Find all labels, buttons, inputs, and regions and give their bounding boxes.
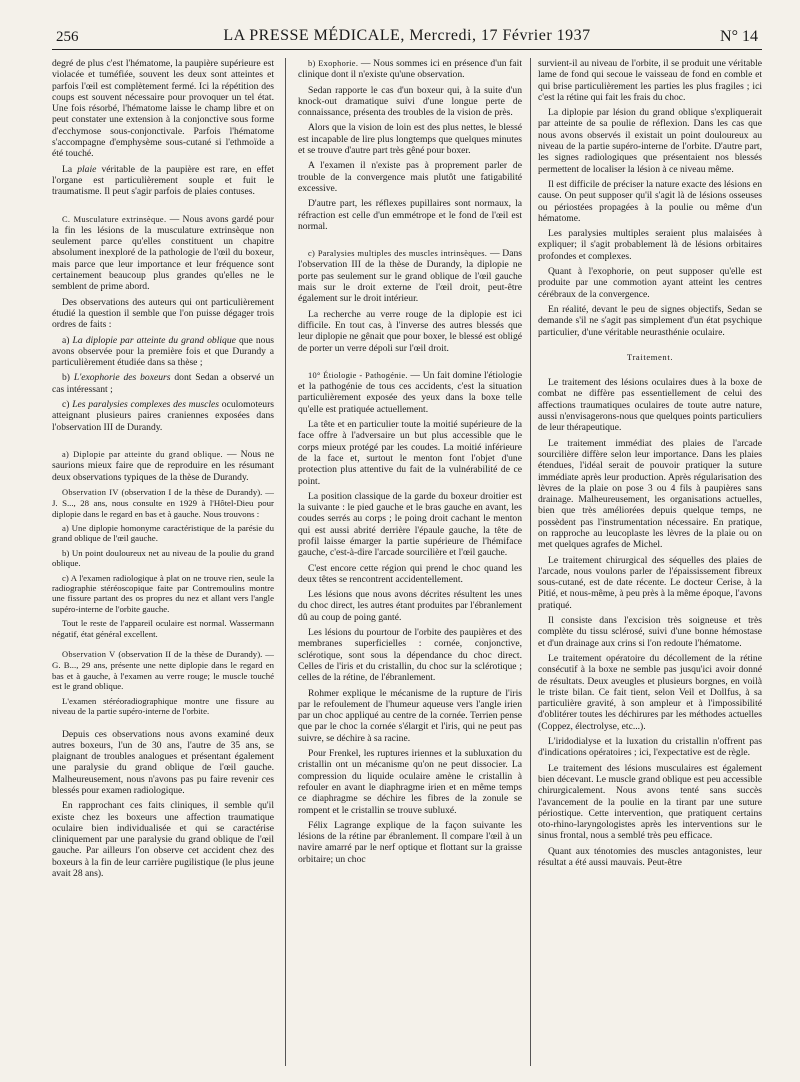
paragraph: Le traitement immédiat des plaies de l'arcade sourcilière diffère selon leur importance. Dans les plaies étendues, l'idéal serait de pouvoir pratiquer la suture immédiate après leur production. Après régularisation des lèvres de la plaie on pose 3 ou 4 fils à paupières sans drainage. Malheureusement, les organisations actuelles, bien que très améliorées depuis quelque temps, ne possèdent pas l'instrumentation nécessaire. En pratique, on rapproche au leucoplaste les lèvres de la plaie ou on met quelques agrafes de Michel. bbox=[538, 437, 762, 551]
section-heading: 10° Étiologie - Pathogénie. bbox=[308, 370, 408, 380]
paragraph: Félix Lagrange explique de la façon suivante les lésions de la rétine par ébranlement. Il compare l'œil à un navire amarré par le nerf optique et flottant sur la graisse orbitaire; un choc bbox=[298, 819, 522, 865]
paragraph: Alors que la vision de loin est des plus nettes, le blessé est incapable de lire plus longtemps que quelques minutes et se trouve d'autre part très gêné pour boxer. bbox=[298, 122, 522, 157]
section-heading: c) Paralysies multiples des muscles intrinsèques. bbox=[308, 249, 488, 259]
paragraph: L'iridodialyse et la luxation du cristallin n'offrent pas d'indications opératoires ; ici, l'expectative est de règle. bbox=[538, 736, 762, 759]
column-1 bbox=[52, 58, 274, 1068]
paragraph: La tête et en particulier toute la moitié supérieure de la face offre à l'adversaire un but plus accessible que le corps mieux protégé par les coudes. La moitié inférieure de la face et, surtout le menton font l'objet d'une protection plus attentive du fait de la vulnérabilité de ce point. bbox=[298, 419, 522, 487]
paragraph: Quant aux ténotomies des muscles antagonistes, leur résultat a été aussi mauvais. Peut-être bbox=[538, 845, 762, 868]
section-heading: a) Diplopie par atteinte du grand oblique. bbox=[62, 449, 223, 459]
paragraph: Il consiste dans l'excision très soigneuse et très complète du tissu sclérosé, suivi d'une bonne hémostase et d'un drainage aux crins si l'on redoute l'hématome. bbox=[538, 615, 762, 649]
paragraph: Le traitement des lésions oculaires dues à la boxe de combat ne diffère pas essentiellement de celui des affections traumatiques oculaires de toute autre nature, aussi n'envisagerons-nous que quelques points particuliers de leur thérapeutique. bbox=[538, 377, 762, 434]
paragraph: En rapprochant ces faits cliniques, il semble qu'il existe chez les boxeurs une affection traumatique oculaire bien individualisée et qui se caractérise cliniquement par une paralysie du grand oblique de l'œil gauche. Par ailleurs l'on observe cet accident chez des boxeurs à la fin de leur carrière pugilistique (le plus jeune avait 28 ans). bbox=[52, 800, 274, 880]
observation: Observation V (observation II de la thèse de Durandy). — G. B..., 29 ans, présente une nette diplopie dans le regard en bas et à gauche, à l'examen au verre rouge; le muscle touché est le grand oblique. bbox=[52, 649, 274, 692]
paragraph: Le traitement des lésions musculaires est également bien décevant. Le muscle grand oblique est peu accessible chirurgicalement. Nous avons tenté sans succès l'avancement de la poulie en la tirant par une suture périostique. Cette intervention, que pratiquent certains oto-rhino-laryngologistes après les interventions sur le sinus frontal, nous a semblé très peu efficace. bbox=[538, 762, 762, 842]
section-title: Traitement. bbox=[626, 351, 674, 362]
paragraph: c) A l'examen radiologique à plat on ne trouve rien, seule la radiographie stéréoscopique faite par Contremoulins montre une fissure partant des os propres du nez et allant vers l'angle supéro-interne de l'orbite gauche. bbox=[52, 572, 274, 614]
column-3 bbox=[538, 58, 762, 1068]
list-item: a) La diplopie par atteinte du grand oblique que nous avons observée pour la première fois et que Durandy a particulièrement étudiée dans sa thèse ; bbox=[52, 334, 274, 369]
section-paragraph: C. Musculature extrinsèque. — Nous avons gardé pour la fin les lésions de la musculature extrinsèque non seulement parce qu'elles constituent un chapitre absolument inexploré de la pathologie de l'œil du boxeur, mais parce que leur importance et leur fréquence sont certainement beaucoup plus grandes qu'elles ne le semblent de prime abord. bbox=[52, 213, 274, 293]
section-paragraph: 10° Étiologie - Pathogénie. — Un fait domine l'étiologie et la pathogénie de tous ces accidents, c'est la situation particulièrement exposée des yeux dans la boxe telle qu'elle est pratiquée actuellement. bbox=[298, 369, 522, 415]
paragraph: L'examen stéréoradiographique montre une fissure au niveau de la partie supéro-interne de l'orbite. bbox=[52, 695, 274, 717]
paragraph: survient-il au niveau de l'orbite, il se produit une véritable lame de fond qui secoue le vaisseau de fond en comble et qui brise particulièrement les parties les plus fragiles ; ici c'est la rétine qui fait les frais du choc. bbox=[538, 58, 762, 103]
paragraph: La plaie véritable de la paupière est rare, en effet l'organe est particulièrement souple et fuit le traumatisme. Il peut s'agir parfois de plaies contuses. bbox=[52, 163, 274, 198]
column-2 bbox=[298, 58, 522, 1068]
section-heading: C. Musculature extrinsèque. bbox=[62, 214, 167, 224]
column-divider bbox=[285, 58, 286, 1066]
paragraph: Depuis ces observations nous avons examiné deux autres boxeurs, l'un de 30 ans, l'autre de 35 ans, se plaignant de troubles analogues et présentant également une paralysie du grand oblique de l'œil gauche. Malheureusement, nous n'avons pas pu faire revenir ces blessés pour examen radiologique. bbox=[52, 728, 274, 796]
column-divider bbox=[530, 58, 531, 1066]
section-paragraph: b) Exophorie. — Nous sommes ici en présence d'un fait clinique dont il n'existe qu'une observation. bbox=[298, 58, 522, 81]
paragraph: A l'examen il n'existe pas à proprement parler de trouble de la convergence mais plutôt une fatigabilité excessive. bbox=[298, 160, 522, 194]
observation-heading: Observation V bbox=[62, 650, 116, 660]
paragraph: La recherche au verre rouge de la diplopie est ici difficile. En tout cas, à l'inverse des autres blessés que leur diplopie ne gênait que pour boxer, le blessé est obligé de porter un verre dépoli sur l'œil droit. bbox=[298, 308, 522, 354]
list-item: b) L'exophorie des boxeurs dont Sedan a observé un cas intéressant ; bbox=[52, 372, 274, 395]
paragraph: degré de plus c'est l'hématome, la paupière supérieure est violacée et tuméfiée, souvent les deux sont atteintes et parfois l'œil est complètement fermé. Ici la répétition des coups est souvent nécessaire pour provoquer un tel état. Une fois résorbé, l'hématome laisse le champ libre et on peut constater une extension à la conjonctive sous forme d'ecchymose sous-conjonctivale. Parfois l'hématome s'accompagne d'emphysème sous-cutané si l'ethmoïde a été touché. bbox=[52, 58, 274, 160]
list-item: c) Les paralysies complexes des muscles oculomoteurs atteignant plusieurs paires craniennes exposées dans l'observation III de Durandy. bbox=[52, 399, 274, 433]
paragraph: Sedan rapporte le cas d'un boxeur qui, à la suite d'un knock-out dramatique suivi d'une longue perte de connaissance, présenta des troubles de la vision de près. bbox=[298, 84, 522, 119]
paragraph: Le traitement chirurgical des séquelles des plaies de l'arcade, nous voulons parler de l'épaississement fibreux sous-cutané, est de date récente. Le docteur Cerise, à la Pitié, et nous-même, à peu près à la même époque, l'avons pratiqué. bbox=[538, 554, 762, 611]
paragraph: Pour Frenkel, les ruptures iriennes et la subluxation du cristallin ont un mécanisme qu'on ne peut dissocier. La compression du liquide oculaire amène le cristallin à refouler en avant le diaphragme irien et en même temps ce diaphragme se déchire les fibres de la zonule se rompent et le cristallin se trouve subluxé. bbox=[298, 748, 522, 816]
paragraph: En réalité, devant le peu de signes objectifs, Sedan se demande s'il ne s'agit pas simplement d'un état psychique particulier, d'une véritable neurasthénie oculaire. bbox=[538, 303, 762, 338]
paragraph: b) Un point douloureux net au niveau de la poulie du grand oblique. bbox=[52, 547, 274, 569]
paragraph: Les lésions du pourtour de l'orbite des paupières et des membranes superficielles : cornée, conjonctive, sclérotique, sont sous la dépendance du choc direct. Celles de l'iris et du cristallin, du choc sur la sclérotique ; celles de la rétine, de l'ébranlement. bbox=[298, 627, 522, 684]
observation: Observation IV (observation I de la thèse de Durandy). — J. S..., 28 ans, nous consulte en 1929 à l'Hôtel-Dieu pour diplopie dans le regard en bas et à gauche. Nous trouvons : bbox=[52, 486, 274, 519]
page-number: 256 bbox=[56, 29, 79, 45]
paragraph: Des observations des auteurs qui ont particulièrement étudié la question il semble que l'on puisse dégager trois ordres de faits : bbox=[52, 296, 274, 331]
section-paragraph: c) Paralysies multiples des muscles intrinsèques. — Dans l'observation III de la thèse de Durandy, la diplopie ne porte pas seulement sur le grand oblique de l'œil gauche mais sur le droit externe de l'œil droit, peut-être également sur le droit intérieur. bbox=[298, 248, 522, 305]
issue-number: N° 14 bbox=[720, 28, 758, 45]
paragraph: Il est difficile de préciser la nature exacte des lésions en cause. On peut supposer qu'il s'agit là de lésions osseuses ou périostées propagées à la poulie ou même d'un hématome. bbox=[538, 178, 762, 224]
section-heading: b) Exophorie. bbox=[308, 59, 359, 68]
paragraph: Les paralysies multiples seraient plus malaisées à expliquer; il s'agit probablement là de lésions orbitaires profondes et complexes. bbox=[538, 228, 762, 262]
paragraph: Quant à l'exophorie, on peut supposer qu'elle est produite par une commotion ayant atteint les centres cérébraux de la convergence. bbox=[538, 266, 762, 300]
section-paragraph: a) Diplopie par atteinte du grand oblique. — Nous ne saurions mieux faire que de reproduire en les résumant deux observations typiques de la thèse de Durandy. bbox=[52, 448, 274, 483]
paragraph: a) Une diplopie homonyme caractéristique de la parésie du grand oblique de l'œil gauche. bbox=[52, 523, 274, 544]
paragraph: C'est encore cette région qui prend le choc quand les deux têtes se rencontrent accidentellement. bbox=[298, 562, 522, 585]
observation-heading: Observation IV bbox=[62, 487, 119, 497]
paragraph: Le traitement opératoire du décollement de la rétine consécutif à la boxe ne semble pas jusqu'ici avoir donné de résultats. Deux aveugles et plusieurs borgnes, en voilà le triste bilan. Ce fait tient, selon Veil et Dollfus, à sa particulière gravité, à son ampleur et à l'impossibilité d'oblitérer toutes les déchirures par les méthodes actuelles (Coppez, électrolyse, etc...). bbox=[538, 652, 762, 732]
paragraph: La diplopie par lésion du grand oblique s'expliquerait par atteinte de sa poulie de réflexion. Dans les cas que nous avons observés il existait un point douloureux au niveau de la partie supéro-interne de l'orbite. D'autre part, les signes radiologiques que présentaient nos blessés permettent de localiser la lésion à ce niveau même. bbox=[538, 107, 762, 175]
paragraph: Rohmer explique le mécanisme de la rupture de l'iris par le refoulement de l'humeur aqueuse vers l'angle irien par un choc appliqué au centre de la cornée. Terrien pense que par le choc la cornée s'élargit et l'iris, qui ne peut pas suivre, se déchire à sa racine. bbox=[298, 687, 522, 744]
paragraph: Tout le reste de l'appareil oculaire est normal. Wassermann négatif, état général excellent. bbox=[52, 618, 274, 639]
paragraph: Les lésions que nous avons décrites résultent les unes du choc direct, les autres étant produites par l'ébranlement dû au coup de poing ganté. bbox=[298, 589, 522, 623]
journal-title: LA PRESSE MÉDICALE, Mercredi, 17 Février 1937 bbox=[223, 27, 591, 44]
page-header bbox=[52, 27, 762, 50]
paragraph: D'autre part, les réflexes pupillaires sont normaux, la réfraction est celle d'un emmétrope et le fond de l'œil est normal. bbox=[298, 198, 522, 232]
paragraph: La position classique de la garde du boxeur droitier est la suivante : le pied gauche et le bras gauche en avant, les coudes serrés au corps ; le poing droit cachant le menton qui est aussi abrité derrière l'épaule gauche, la tête de profil laisse émarger la partie supérieure de l'hémiface gauche, c'est-à-dire l'arcade sourcilière et l'œil gauche. bbox=[298, 490, 522, 559]
